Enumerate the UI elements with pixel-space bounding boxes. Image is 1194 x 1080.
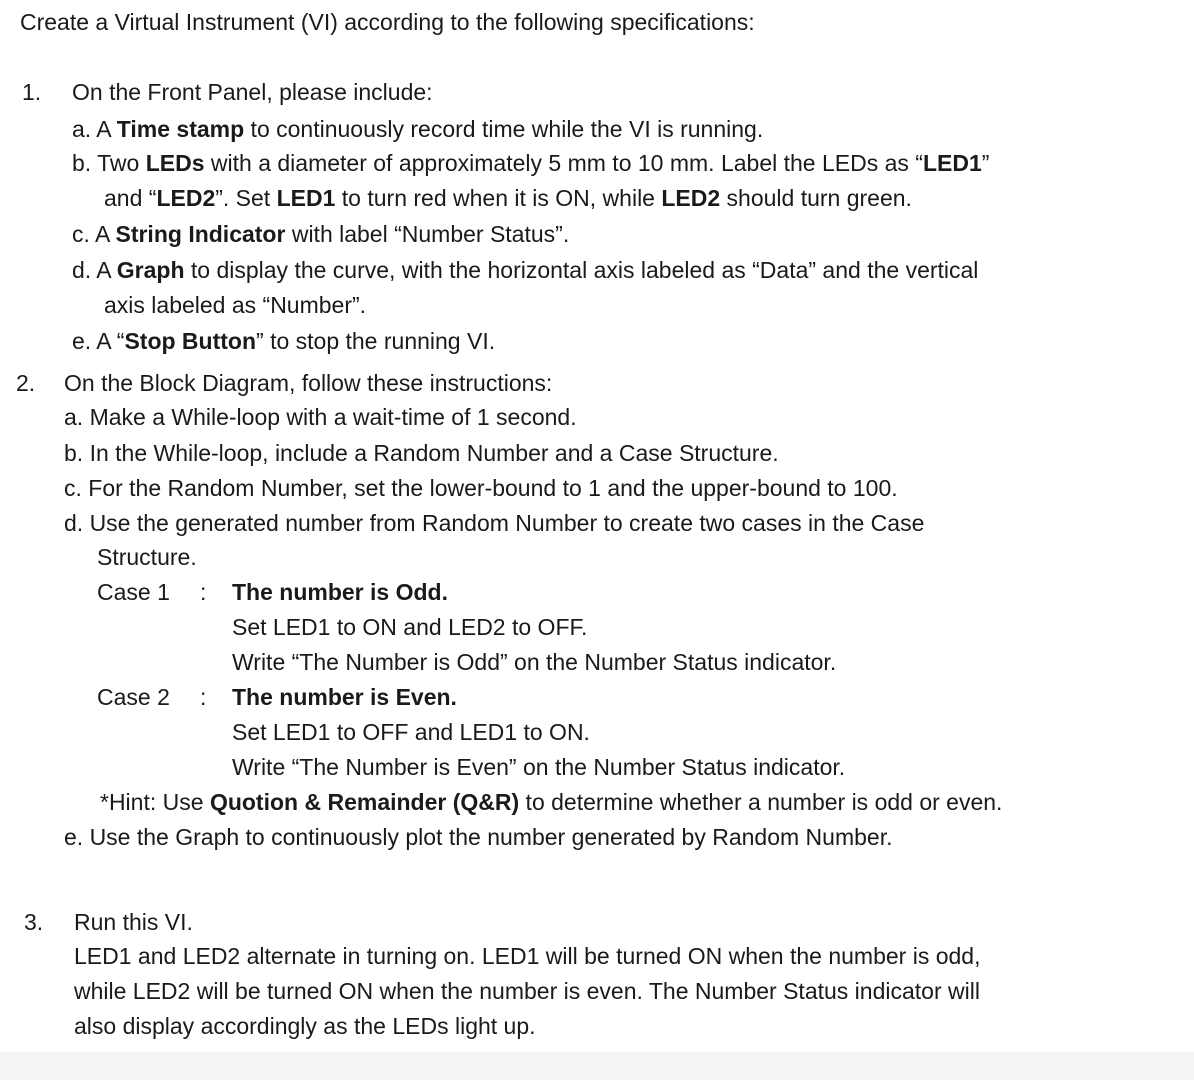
section-2-item-a: a. Make a While-loop with a wait-time of 1 second. bbox=[64, 404, 577, 430]
hint-text: *Hint: Use Quotion & Remainder (Q&R) to determine whether a number is odd or even. bbox=[100, 789, 1003, 815]
section-1-item-b-cont: and “LED2”. Set LED1 to turn red when it is ON, while LED2 should turn green. bbox=[104, 185, 912, 211]
document-title: Create a Virtual Instrument (VI) according to the following specifications: bbox=[20, 9, 755, 35]
section-3-paragraph-line-3: also display accordingly as the LEDs light up. bbox=[74, 1013, 536, 1039]
section-1-item-a: a. A Time stamp to continuously record time while the VI is running. bbox=[72, 116, 764, 142]
case-1-line-2: Write “The Number is Odd” on the Number Status indicator. bbox=[232, 649, 837, 675]
section-1-number: 1. bbox=[22, 79, 42, 105]
section-2-heading: On the Block Diagram, follow these instructions: bbox=[64, 370, 553, 396]
section-2-item-d-cont: Structure. bbox=[97, 544, 197, 570]
section-2-item-e: e. Use the Graph to continuously plot the number generated by Random Number. bbox=[64, 824, 893, 850]
section-1-item-d-cont: axis labeled as “Number”. bbox=[104, 292, 367, 318]
section-1-item-c: c. A String Indicator with label “Number Status”. bbox=[72, 221, 570, 247]
case-2-line-2: Write “The Number is Even” on the Number Status indicator. bbox=[232, 754, 846, 780]
case-1-label: Case 1 bbox=[97, 579, 170, 605]
case-2-label: Case 2 bbox=[97, 684, 170, 710]
section-3-paragraph-line-1: LED1 and LED2 alternate in turning on. LED1 will be turned ON when the number is odd, bbox=[74, 943, 981, 969]
section-1-item-d: d. A Graph to display the curve, with the horizontal axis labeled as “Data” and the vertical bbox=[72, 257, 979, 283]
section-1-item-e: e. A “Stop Button” to stop the running VI. bbox=[72, 328, 496, 354]
case-1-line-1: Set LED1 to ON and LED2 to OFF. bbox=[232, 614, 588, 640]
case-1-colon: : bbox=[200, 579, 207, 605]
case-1-title: The number is Odd. bbox=[232, 579, 448, 605]
bottom-band bbox=[0, 1052, 1194, 1080]
section-1-heading: On the Front Panel, please include: bbox=[72, 79, 433, 105]
case-2-title: The number is Even. bbox=[232, 684, 457, 710]
section-3-paragraph-line-2: while LED2 will be turned ON when the number is even. The Number Status indicator will bbox=[74, 978, 980, 1004]
case-2-line-1: Set LED1 to OFF and LED1 to ON. bbox=[232, 719, 590, 745]
section-2-item-b: b. In the While-loop, include a Random Number and a Case Structure. bbox=[64, 440, 779, 466]
section-3-heading: Run this VI. bbox=[74, 909, 193, 935]
case-2-colon: : bbox=[200, 684, 207, 710]
section-3-number: 3. bbox=[24, 909, 44, 935]
section-2-item-d: d. Use the generated number from Random Number to create two cases in the Case bbox=[64, 510, 925, 536]
section-2-number: 2. bbox=[16, 370, 36, 396]
section-1-item-b: b. Two LEDs with a diameter of approximately 5 mm to 10 mm. Label the LEDs as “LED1” bbox=[72, 150, 990, 176]
section-2-item-c: c. For the Random Number, set the lower-bound to 1 and the upper-bound to 100. bbox=[64, 475, 898, 501]
